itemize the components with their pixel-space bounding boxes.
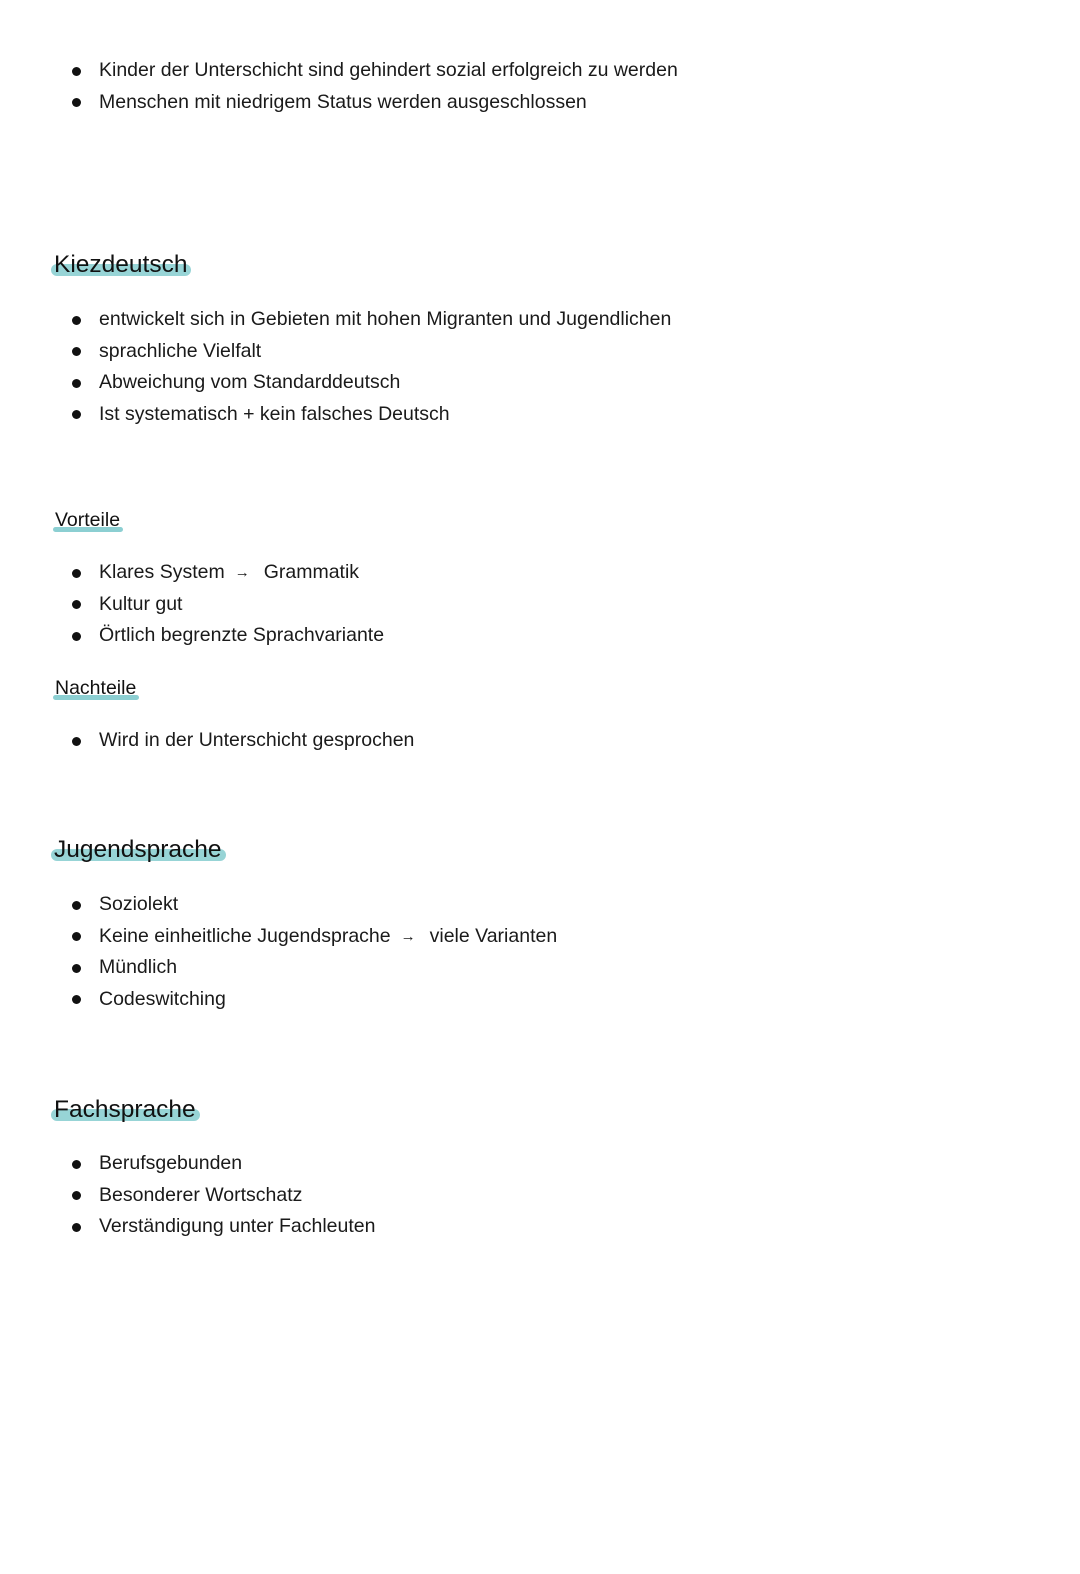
- list-item-text: Klares System: [99, 561, 225, 583]
- list-item-text: Keine einheitliche Jugendsprache: [99, 924, 391, 947]
- list-item: [72, 589, 384, 621]
- list-item: [72, 557, 384, 589]
- list-item: [72, 399, 671, 431]
- bullet-icon: [72, 600, 81, 609]
- bullet-icon: [72, 410, 81, 419]
- list-item: [72, 367, 671, 399]
- list-item: [72, 725, 414, 757]
- bullet-icon: [72, 995, 81, 1004]
- bullet-icon: [72, 347, 81, 356]
- list-item-text: sprachliche Vielfalt: [99, 339, 262, 362]
- list-item: [72, 984, 557, 1016]
- list-item-text: Menschen mit niedrigem Status werden ausgeschlossen: [99, 90, 587, 113]
- bullet-icon: [72, 632, 81, 641]
- intro-list: [72, 55, 678, 118]
- list-item-text: Örtlich begrenzte Sprachvariante: [99, 624, 385, 646]
- list-item-text: Soziolekt: [99, 893, 179, 915]
- fachsprache-list: [72, 1148, 375, 1243]
- section-heading-jugendsprache: [54, 834, 222, 866]
- bullet-icon: [72, 901, 81, 910]
- heading-text: Fachsprache: [54, 1096, 196, 1123]
- list-item-text: Besonderer Wortschatz: [99, 1183, 303, 1206]
- list-item-text: Verständigung unter Fachleuten: [99, 1215, 376, 1237]
- bullet-icon: [72, 964, 81, 973]
- nachteile-list: [72, 725, 414, 757]
- heading-text: Jugendsprache: [54, 836, 222, 863]
- list-item-text: Ist systematisch + kein falsches Deutsch: [99, 402, 450, 425]
- list-item: [72, 1148, 375, 1180]
- list-item-text: Wird in der Unterschicht gesprochen: [99, 729, 415, 751]
- arrow-right-icon: →: [234, 564, 250, 581]
- bullet-icon: [72, 316, 81, 325]
- bullet-icon: [72, 932, 81, 941]
- bullet-icon: [72, 1191, 81, 1200]
- subheading-vorteile: [55, 507, 120, 533]
- bullet-icon: [72, 737, 81, 746]
- bullet-icon: [72, 67, 81, 76]
- subheading-text: Vorteile: [55, 509, 121, 531]
- section-heading-kiezdeutsch: [54, 249, 187, 281]
- bullet-icon: [72, 379, 81, 388]
- list-item-text: Mündlich: [99, 956, 178, 978]
- subheading-text: Nachteile: [55, 677, 137, 699]
- vorteile-list: [72, 557, 384, 652]
- list-item: [72, 55, 678, 87]
- list-item-text: Grammatik: [263, 561, 360, 583]
- list-item: [72, 1180, 375, 1212]
- list-item: [72, 304, 671, 336]
- list-item-text: Abweichung vom Standarddeutsch: [99, 371, 401, 393]
- list-item-text: entwickelt sich in Gebieten mit hohen Migranten und Jugendlichen: [99, 308, 672, 330]
- list-item: [72, 87, 678, 119]
- list-item-text: Berufsgebunden: [99, 1152, 243, 1174]
- list-item: [72, 952, 557, 984]
- list-item: [72, 336, 671, 368]
- section-heading-fachsprache: [54, 1094, 196, 1126]
- kiezdeutsch-list: [72, 304, 671, 430]
- bullet-icon: [72, 98, 81, 107]
- list-item: [72, 921, 557, 953]
- list-item-text: viele Varianten: [429, 924, 558, 947]
- list-item: [72, 889, 557, 921]
- list-item-text: Kinder der Unterschicht sind gehindert sozial erfolgreich zu werden: [99, 59, 678, 81]
- bullet-icon: [72, 569, 81, 578]
- bullet-icon: [72, 1160, 81, 1169]
- list-item: [72, 620, 384, 652]
- list-item: [72, 1211, 375, 1243]
- subheading-nachteile: [55, 675, 136, 701]
- jugendsprache-list: [72, 889, 557, 1015]
- list-item-text: Kultur gut: [99, 592, 183, 615]
- bullet-icon: [72, 1223, 81, 1232]
- list-item-text: Codeswitching: [99, 987, 226, 1010]
- arrow-right-icon: →: [400, 927, 416, 945]
- heading-text: Kiezdeutsch: [54, 251, 188, 278]
